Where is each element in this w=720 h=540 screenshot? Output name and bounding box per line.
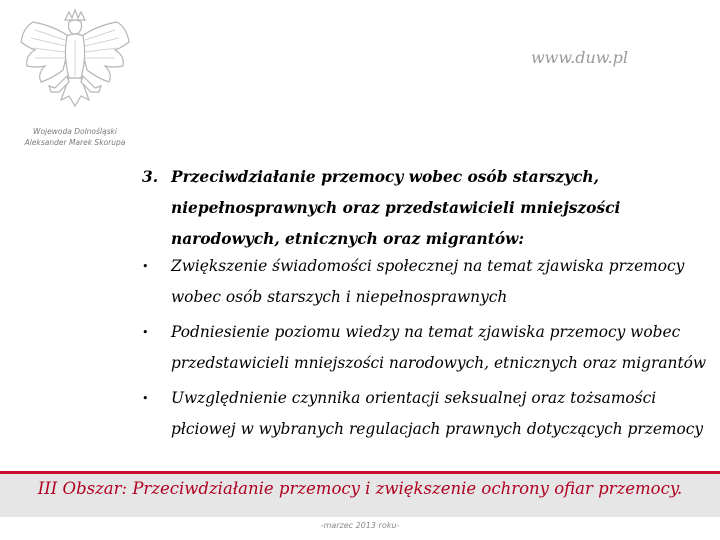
polish-white-eagle-icon (14, 8, 136, 118)
area-banner (0, 471, 720, 517)
emblem-caption (14, 126, 136, 148)
banner-divider (0, 471, 720, 474)
bullet-item (142, 317, 717, 379)
bullet-text: Zwiększenie świadomości społecznej na temat zjawiska przemocy wobec osób starszych i niepełnosprawnych (171, 257, 685, 306)
footer-date: -marzec 2013 roku- (320, 521, 400, 530)
section-number: 3. (142, 168, 159, 186)
bullet-marker: • (142, 392, 149, 405)
bullet-text: Podniesienie poziomu wiedzy na temat zjawiska przemocy wobec przedstawicieli mniejszości narodowych, etnicznych oraz migrantów (171, 323, 707, 372)
emblem-caption-line1: Wojewoda Dolnośląski (33, 127, 117, 136)
bullet-item (142, 251, 717, 313)
section-title: Przeciwdziałanie przemocy wobec osób starszych, niepełnosprawnych oraz przedstawicieli mniejszości narodowych, etnicznych oraz migrantów: (171, 168, 621, 248)
emblem (14, 8, 136, 156)
bullet-text: Uwzględnienie czynnika orientacji seksualnej oraz tożsamości płciowej w wybranych regulacjach prawnych dotyczących przemocy (171, 389, 704, 438)
banner-text: III Obszar: Przeciwdziałanie przemocy i zwiększenie ochrony ofiar przemocy. (37, 479, 683, 498)
bullet-item (142, 383, 717, 445)
bullet-marker: • (142, 260, 149, 273)
section-heading (142, 162, 717, 255)
bullet-marker: • (142, 326, 149, 339)
emblem-caption-line2: Aleksander Marek Skorupa (24, 138, 126, 147)
website-url: www.duw.pl (530, 48, 628, 67)
bullet-list (142, 251, 717, 449)
